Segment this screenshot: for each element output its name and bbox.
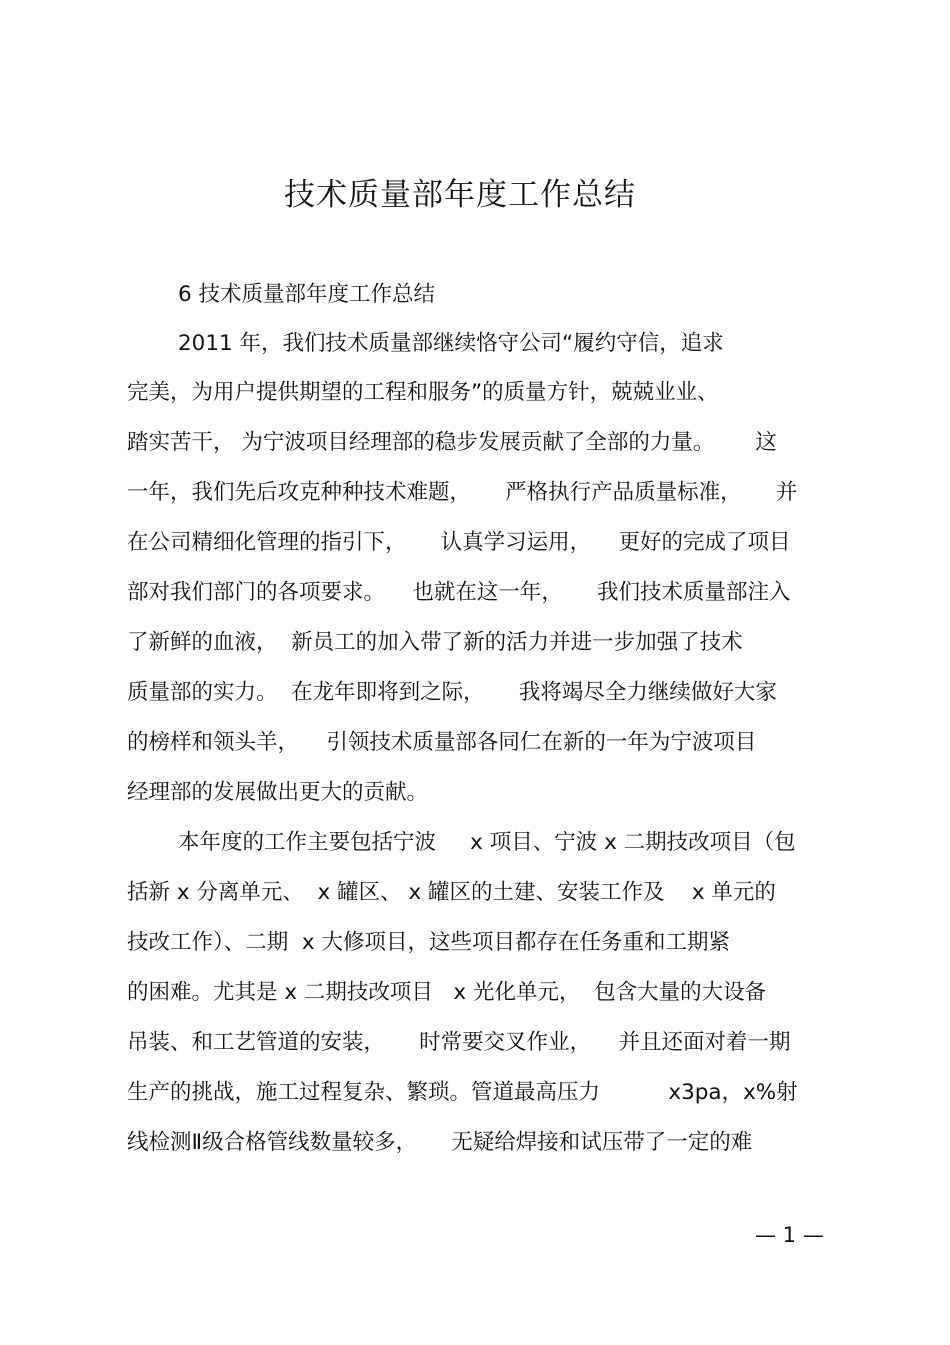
text-line: 2011 年，我们技术质量部继续恪守公司“履约守信，追求 [178,331,724,356]
text-line: 了新鲜的血液， 新员工的加入带了新的活力并进一步加强了技术 [127,630,743,655]
text-line: 括新 x 分离单元、 x 罐区、 x 罐区的土建、安装工作及 x 单元的 [127,880,776,905]
section-heading: 6 技术质量部年度工作总结 [178,282,436,307]
text-line: 本年度的工作主要包括宁波 x 项目、宁波 x 二期技改项目（包 [178,830,796,855]
text-line: 经理部的发展做出更大的贡献。 [127,780,429,805]
text-line: 的榜样和领头羊， 引领技术质量部各同仁在新的一年为宁波项目 [127,730,757,755]
text-line: 的困难。尤其是 x 二期技改项目 x 光化单元， 包含大量的大设备 [127,980,767,1005]
text-line: 质量部的实力。 在龙年即将到之际， 我将竭尽全力继续做好大家 [127,680,777,705]
text-line: 完美，为用户提供期望的工程和服务”的质量方针，兢兢业业、 [127,380,719,405]
document-title: 技术质量部年度工作总结 [284,177,636,213]
text-line: 部对我们部门的各项要求。 也就在这一年， 我们技术质量部注入 [127,580,791,605]
page-number: — 1 — [755,1223,824,1247]
text-line: 生产的挑战，施工过程复杂、繁琐。管道最高压力 x3pa，x%射 [127,1080,798,1105]
text-line: 技改工作）、二期 x 大修项目，这些项目都存在任务重和工期紧 [127,930,730,955]
text-line: 在公司精细化管理的指引下， 认真学习运用， 更好的完成了项目 [127,530,791,555]
text-line: 吊装、和工艺管道的安装， 时常要交叉作业， 并且还面对着一期 [127,1030,791,1055]
text-line: 线检测Ⅱ级合格管线数量较多， 无疑给焊接和试压带了一定的难 [127,1130,753,1155]
text-line: 踏实苦干， 为宁波项目经理部的稳步发展贡献了全部的力量。 这 [127,430,777,455]
text-line: 一年，我们先后攻克种种技术难题， 严格执行产品质量标准， 并 [127,480,798,505]
